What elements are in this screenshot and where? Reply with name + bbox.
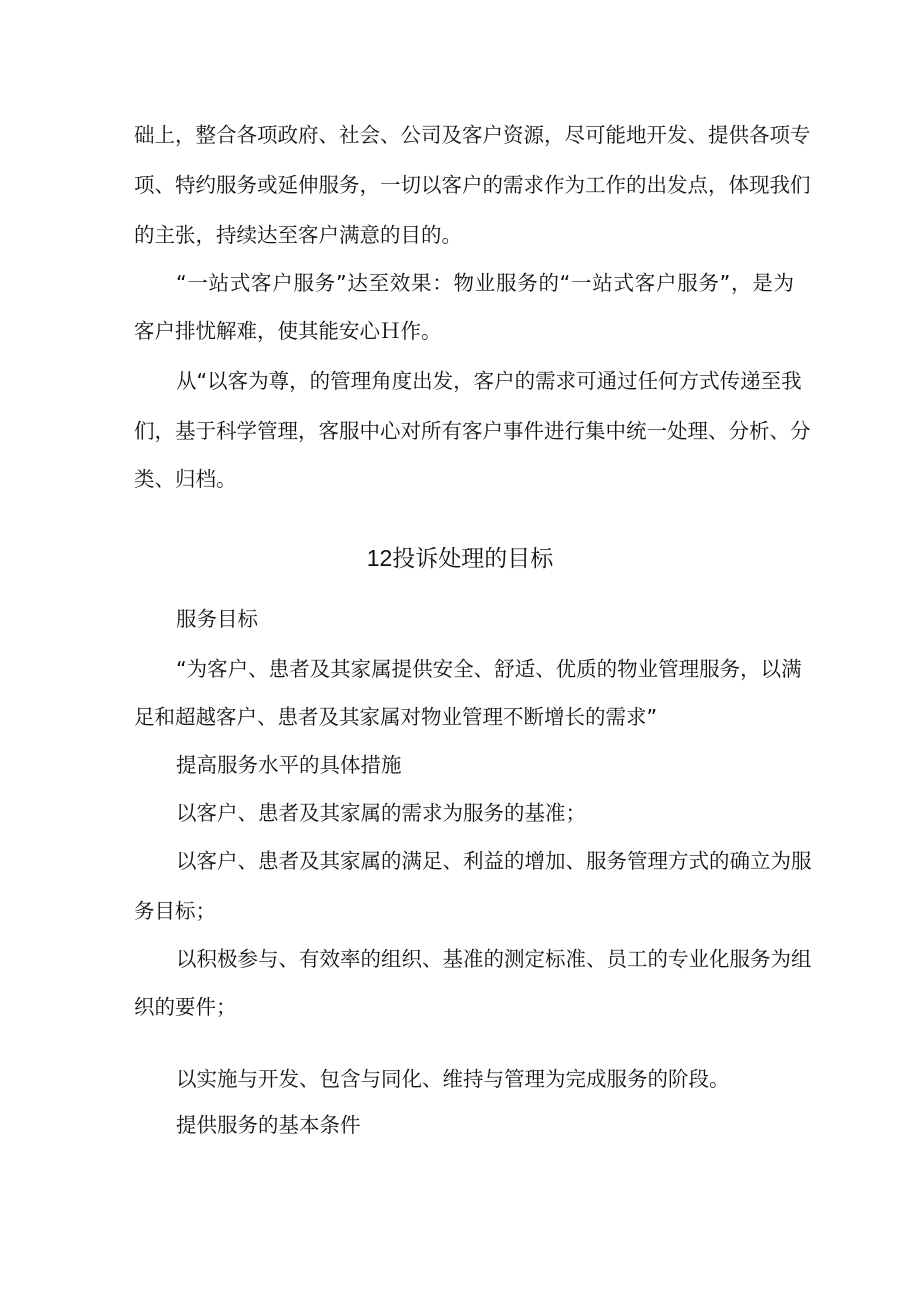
- subsection-title: 提高服务水平的具体措施: [176, 753, 402, 777]
- subsection-title: 提供服务的基本条件: [176, 1113, 361, 1137]
- list-item: 以实施与开发、包含与同化、维持与管理为完成服务的阶段。: [176, 1067, 730, 1091]
- list-item-continuation: 织的要件；: [134, 995, 237, 1019]
- subsection-title: 服务目标: [176, 607, 258, 631]
- list-item: 以客户、患者及其家属的满足、利益的增加、服务管理方式的确立为服: [176, 849, 812, 873]
- paragraph-line: 类、归档。: [134, 467, 237, 491]
- paragraph-line: 项、特约服务或延伸服务，一切以客户的需求作为工作的出发点，体现我们: [134, 173, 811, 197]
- section-heading: 12投诉处理的目标: [366, 545, 554, 571]
- paragraph-line: 的主张，持续达至客户满意的目的。: [134, 223, 462, 247]
- list-item: 以客户、患者及其家属的需求为服务的基准；: [176, 801, 586, 825]
- list-item-continuation: 务目标；: [134, 899, 216, 923]
- paragraph-line: 足和超越客户、患者及其家属对物业管理不断增长的需求”: [134, 705, 658, 729]
- paragraph-line: 从“以客为尊，的管理角度出发，客户的需求可通过任何方式传递至我: [176, 369, 802, 393]
- paragraph-line: 客户排忧解难，使其能安心Ｈ作。: [134, 319, 442, 343]
- paragraph-line: “一站式客户服务”达至效果：物业服务的“一站式客户服务”，是为: [176, 271, 794, 295]
- paragraph-line: 础上，整合各项政府、社会、公司及客户资源，尽可能地开发、提供各项专: [134, 123, 811, 147]
- paragraph-line: 们，基于科学管理，客服中心对所有客户事件进行集中统一处理、分析、分: [134, 419, 811, 443]
- list-item: 以积极参与、有效率的组织、基准的测定标准、员工的专业化服务为组: [176, 947, 812, 971]
- paragraph-line: “为客户、患者及其家属提供安全、舒适、优质的物业管理服务，以满: [176, 657, 802, 681]
